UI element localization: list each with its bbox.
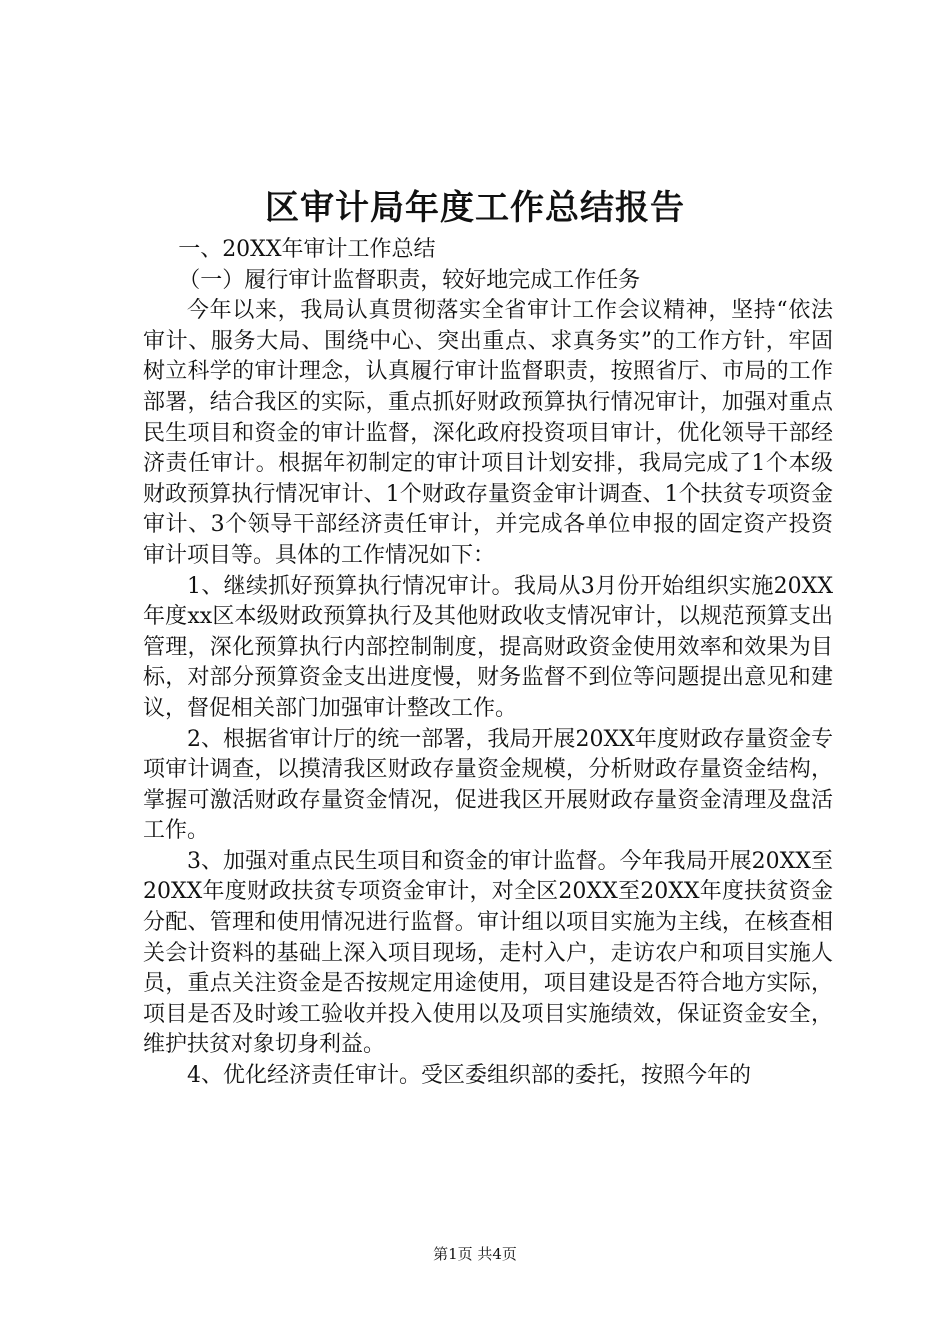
document-body (143, 235, 833, 1092)
paragraph-item-4: 4、优化经济责任审计。受区委组织部的委托，按照今年的 (187, 1063, 751, 1089)
page-footer: 第1页 共4页 (433, 1245, 517, 1263)
paragraph-intro: 今年以来，我局认真贯彻落实全省审计工作会议精神，坚持“依法审计、服务大局、围绕中心、突出重点、求真务实”的工作方针，牢固树立科学的审计理念，认真履行审计监督职责，按照省厅、市局的工作部署，结合我区的实际，重点抓好财政预算执行情况审计，加强对重点民生项目和资金的审计监督，深化政府投资项目审计，优化领导干部经济责任审计。根据年初制定的审计项目计划安排，我局完成了1个本级财政预算执行情况审计、1个财政存量资金审计调查、1个扶贫专项资金审计、3个领导干部经济责任审计，并完成各单位申报的固定资产投资审计项目等。具体的工作情况如下： (143, 298, 833, 568)
paragraph-item-1: 1、继续抓好预算执行情况审计。我局从3月份开始组织实施20XX年度xx区本级财政预算执行及其他财政收支情况审计，以规范预算支出管理，深化预算执行内部控制制度，提高财政资金使用效率和效果为目标，对部分预算资金支出进度慢，财务监督不到位等问题提出意见和建议，督促相关部门加强审计整改工作。 (143, 573, 833, 721)
paragraph-item-2: 2、根据省审计厅的统一部署，我局开展20XX年度财政存量资金专项审计调查，以摸清我区财政存量资金规模，分析财政存量资金结构，掌握可激活财政存量资金情况，促进我区开展财政存量资金清理及盘活工作。 (143, 726, 833, 844)
paragraph-item-3: 3、加强对重点民生项目和资金的审计监督。今年我局开展20XX至20XX年度财政扶贫专项资金审计，对全区20XX至20XX年度扶贫资金分配、管理和使用情况进行监督。审计组以项目实施为主线，在核查相关会计资料的基础上深入项目现场，走村入户，走访农户和项目实施人员，重点关注资金是否按规定用途使用，项目建设是否符合地方实际，项目是否及时竣工验收并投入使用以及项目实施绩效，保证资金安全，维护扶贫对象切身利益。 (143, 848, 833, 1058)
section-heading: 一、20XX年审计工作总结 (178, 237, 436, 262)
document-title: 区审计局年度工作总结报告 (265, 188, 685, 228)
subsection-heading: （一）履行审计监督职责，较好地完成工作任务 (178, 267, 641, 293)
